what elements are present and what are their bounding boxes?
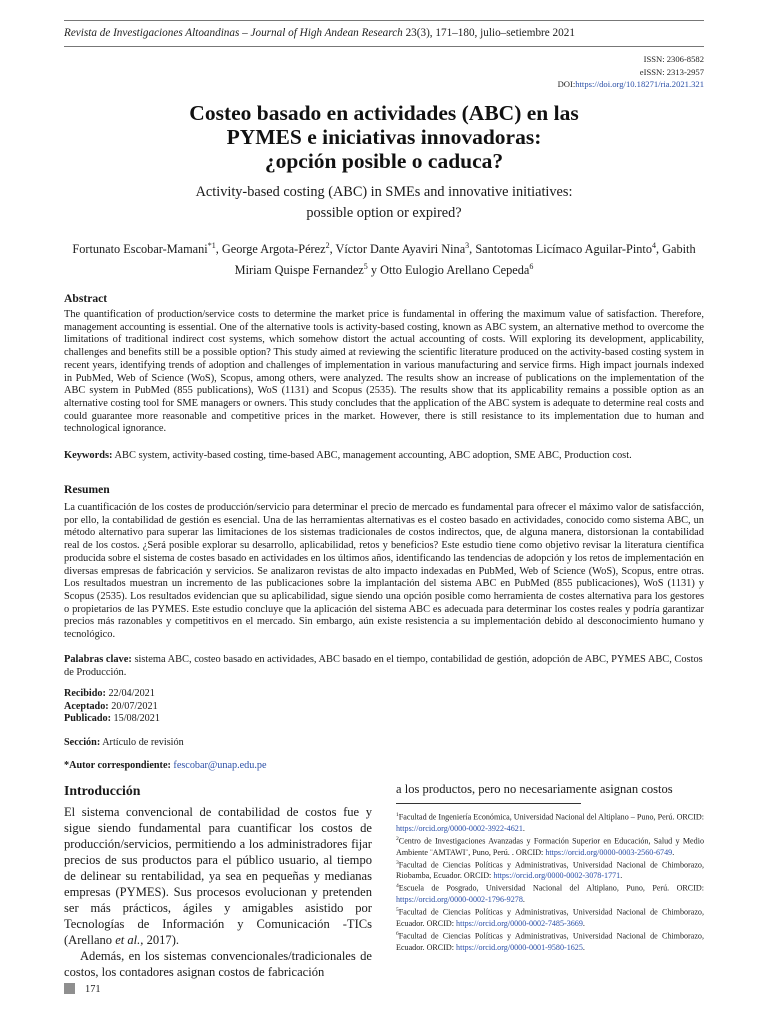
author-3 — [336, 242, 470, 256]
resumen-keywords — [64, 654, 704, 679]
footnote-text: Facultad de Ciencias Políticas y Administrativas, Universidad Nacional de Chimborazo, Ecuador. ORCID: — [396, 907, 704, 928]
author-2 — [222, 242, 330, 256]
header-bottom-rule — [64, 46, 704, 47]
published-value: 15/08/2021 — [113, 713, 160, 725]
orcid-link[interactable]: https://orcid.org/0000-0001-9580-1625 — [456, 942, 583, 952]
author-affiliation-mark: *1 — [207, 241, 216, 250]
doi — [558, 78, 704, 91]
journal-name: Revista de Investigaciones Altoandinas – Journal of High Andean Research — [64, 27, 403, 39]
article-subtitle — [64, 182, 704, 224]
article-title — [64, 101, 704, 173]
identifiers-block — [558, 53, 704, 91]
header-top-rule — [64, 20, 704, 21]
dates-block — [64, 688, 160, 726]
footnote-end: . — [672, 847, 675, 857]
introduction-left-column — [64, 804, 372, 980]
footnote-mark: 3 — [396, 859, 399, 866]
footnote-4 — [396, 881, 704, 905]
abstract-heading: Abstract — [64, 292, 108, 305]
journal-issue: 23(3), 171–180, julio–setiembre 2021 — [405, 27, 575, 39]
section-type — [64, 737, 184, 750]
journal-running-header — [64, 27, 575, 39]
footnote-end: . — [582, 918, 585, 928]
author-1 — [72, 242, 215, 256]
received-label: Recibido: — [64, 688, 106, 699]
accepted-value: 20/07/2021 — [111, 700, 158, 712]
orcid-link[interactable]: https://orcid.org/0000-0002-1796-9278 — [396, 895, 523, 905]
intro-paragraph-2: Además, en los sistemas convencionales/tradicionales de costos, los contadores asignan costos de fabricación — [64, 949, 372, 979]
title-line-2: PYMES e iniciativas innovadoras: — [226, 125, 542, 149]
received-value: 22/04/2021 — [108, 688, 155, 699]
page-number: 171 — [85, 984, 101, 995]
author-name: Otto Eulogio Arellano Cepeda — [380, 263, 530, 278]
author-name: Santotomas Licímaco Aguilar-Pinto — [475, 242, 652, 257]
author-name: Fortunato Escobar-Mamani — [72, 242, 208, 257]
orcid-link[interactable]: https://orcid.org/0000-0003-2560-6749 — [545, 847, 673, 857]
resumen-heading: Resumen — [64, 483, 110, 496]
author-name: Víctor Dante Ayaviri Nina — [335, 242, 466, 257]
intro-paragraph-1-end: 2017). — [146, 933, 180, 947]
author-affiliation-mark: 6 — [529, 262, 534, 272]
correspondence-label: *Autor correspondiente: — [64, 760, 171, 771]
author-affiliation-mark: 3 — [465, 241, 470, 250]
orcid-link[interactable]: https://orcid.org/0000-0002-3922-4621 — [396, 823, 523, 833]
footnote-text: Facultad de Ingeniería Económica, Universidad Nacional del Altiplano – Puno, Perú. ORCID: — [398, 812, 704, 822]
footnote-text: Facultad de Ciencias Políticas y Administrativas, Universidad Nacional de Chimborazo, Ecuador. ORCID: — [396, 931, 704, 952]
section-value: Artículo de revisión — [102, 737, 184, 748]
footnote-end: . — [620, 871, 623, 881]
author-affiliation-mark: 5 — [363, 262, 368, 272]
footnote-5 — [396, 905, 704, 929]
author-list: Fortunato Escobar-Mamani$^{*1}$, George Argota-Pérez$^2$, Víctor Dante Ayaviri Nina$^3$, Santotomas Licímaco Aguilar-Pinto$^4$, Gabith Miriam Quispe Fernandez$^5$ y Otto Eulogio Arellano Cepeda$^6$ — [72, 241, 696, 278]
orcid-link[interactable]: https://orcid.org/0000-0002-3078-1771 — [493, 871, 621, 881]
section-label: Sección: — [64, 737, 101, 748]
page-marker-box — [64, 983, 75, 994]
published-date — [64, 713, 160, 726]
intro-paragraph-1-text: El sistema convencional de contabilidad de costos fue y sigue siendo fundamental para cuantificar los costos de producción/servicios, permitiendo a los administradores fijar precios de sus productos para el público usuario, al tiempo de delinear su rentabilidad, ya sea en pequeñas y medianas empresas (PYMES). Sus procesos evolucionan y pretenden ser más prácticos, ágiles y amigables asistido por Tecnologías de Información y Comunicación -TICs (Arellano — [64, 805, 372, 947]
corresponding-author — [64, 760, 267, 773]
keywords-text: ABC system, activity-based costing, time-based ABC, management accounting, ABC adoption, SME ABC, Production cost. — [114, 450, 632, 461]
doi-label: DOI: — [557, 79, 576, 90]
footnote-end: . — [582, 942, 585, 952]
correspondence-email[interactable]: fescobar@unap.edu.pe — [173, 760, 267, 771]
footnote-mark: 2 — [396, 835, 399, 842]
palabras-clave-text: sistema ABC, costeo basado en actividades, ABC basado en el tiempo, contabilidad de gestión, adopción de ABC, PYMES ABC, Costos de Producción. — [64, 654, 703, 678]
footnote-mark: 5 — [396, 907, 399, 914]
affiliation-footnotes — [396, 810, 704, 953]
eissn: eISSN: 2313-2957 — [639, 66, 704, 77]
accepted-label: Aceptado: — [64, 700, 109, 712]
subtitle-line-2: possible option or expired? — [306, 205, 462, 221]
doi-link[interactable]: https://doi.org/10.18271/ria.2021.321 — [575, 79, 704, 90]
author-4 — [475, 242, 656, 256]
abstract-body: The quantification of production/service costs to determine the market price is fundamental in offering the maximum value of satisfaction. Therefore, management accounting is essential. One of the alternative tools is activity-based costing, known as ABC system, an alternative method to overcome the limitations of traditional indirect cost systems, which somehow distort the actual accounting of costs. Will exploring its development, applicability, challenges and benefits still be a possible option? This study aimed at reviewing the scientific literature produced on the activity-based costing system in recent years, identifying trends of adoption and challenges of implementation in various manufacturing and service firms. High impact journals indexed in PubMed, Web of Science (WoS), Scopus, among others, were analyzed. The results show an increase of publications on the implementation of the ABC system in PubMed (855 publications), WoS (1131) and Scopus (2535). The results show that its applicability remains a possible option as an alternative costing tool for SME managers or owners. This study concludes that the application of the ABC system is adequate to determine real costs and could guarantee more reasonable and competitive prices in the market. However, there is still resistance to its implementation due to human and technological ignorance. — [64, 309, 704, 435]
footnote-mark: 1 — [396, 812, 399, 818]
author-name: Gabith Miriam Quispe Fernandez — [234, 242, 696, 278]
orcid-link[interactable]: https://orcid.org/0000-0002-7485-3669 — [456, 918, 583, 928]
footnote-text: Centro de Investigaciones Avanzadas y Formación Superior en Educación, Salud y Medio Ambiente ¨AMTAWI¨, Puno, Perú. . ORCID: — [396, 836, 704, 857]
palabras-clave-label: Palabras clave: — [64, 654, 132, 665]
footnote-rule — [396, 803, 581, 804]
author-name: George Argota-Pérez — [221, 242, 326, 257]
title-line-1: Costeo basado en actividades (ABC) en las — [189, 101, 579, 125]
subtitle-line-1: Activity-based costing (ABC) in SMEs and innovative initiatives: — [195, 184, 573, 200]
footnote-text: Facultad de Ciencias Políticas y Administrativas, Universidad Nacional de Chimborazo, Riobamba, Ecuador. ORCID: — [396, 860, 704, 881]
abstract-keywords — [64, 450, 704, 463]
introduction-heading: Introducción — [64, 783, 141, 798]
footnote-3 — [396, 858, 704, 882]
footnote-text: Escuela de Posgrado, Universidad Nacional del Altiplano, Puno, Perú. ORCID: — [398, 884, 704, 894]
footnote-6 — [396, 929, 704, 953]
footnote-end: . — [522, 823, 525, 833]
author-affiliation-mark: 2 — [325, 241, 330, 250]
published-label: Publicado: — [64, 713, 111, 725]
author-6 — [380, 263, 533, 277]
intro-paragraph-1 — [64, 805, 372, 947]
received-date — [64, 688, 160, 701]
title-line-3: ¿opción posible o caduca? — [264, 149, 504, 173]
footnote-1 — [396, 810, 704, 834]
keywords-label: Keywords: — [64, 450, 113, 461]
accepted-date — [64, 701, 160, 714]
resumen-body: La cuantificación de los costes de producción/servicio para determinar el precio de mercado es fundamental para ofrecer el máximo valor de satisfacción, por ello, la contabilidad de gestión es esencial. Una de las herramientas alternativas es el costeo basado en actividades, conocido como sistema ABC, un método alternativo para superar las limitaciones de los sistemas tradicionales de costos indirectos, que, de alguna manera, distorsionan la contabilidad real de los costos. ¿Será posible explorar su desarrollo, aplicabilidad, retos y beneficios? Este estudio tiene como objetivo revisar la literatura científica producida sobre el sistema de costes basado en actividades en los últimos años, identificando las tendencias de adopción y los retos de implementación en diversas empresas de fabricación y servicios. Se analizaron revistas de alto impacto indexadas en PubMed, Web of Science (WoS), Scopus, entre otras. Los resultados muestran un incremento de las publicaciones sobre la implantación del sistema ABC en PubMed (855 publicaciones), WoS (1131) y Scopus (2535). Los resultados evidencian que su aplicabilidad, sigue siendo una opción posible como herramienta de costes alternativa para los gestores o propietarios de las PYMES. Este estudio concluye que la aplicación del sistema ABC es adecuada para determinar los costes reales y podría garantizar precios más razonables y competitivos en el mercado. Sin embargo, aún existe resistencia a su implementación debido al desconocimiento humano y tecnológico. — [64, 502, 704, 641]
author-affiliation-mark: 4 — [652, 241, 656, 250]
footnote-end: . — [522, 895, 525, 905]
introduction-right-column-line: a los productos, pero no necesariamente asignan costos — [396, 782, 673, 796]
footnote-2 — [396, 834, 704, 858]
intro-et-al: et al., — [115, 933, 144, 947]
footnote-mark: 4 — [396, 883, 399, 890]
footnote-mark: 6 — [396, 930, 399, 937]
issn: ISSN: 2306-8582 — [643, 54, 704, 64]
